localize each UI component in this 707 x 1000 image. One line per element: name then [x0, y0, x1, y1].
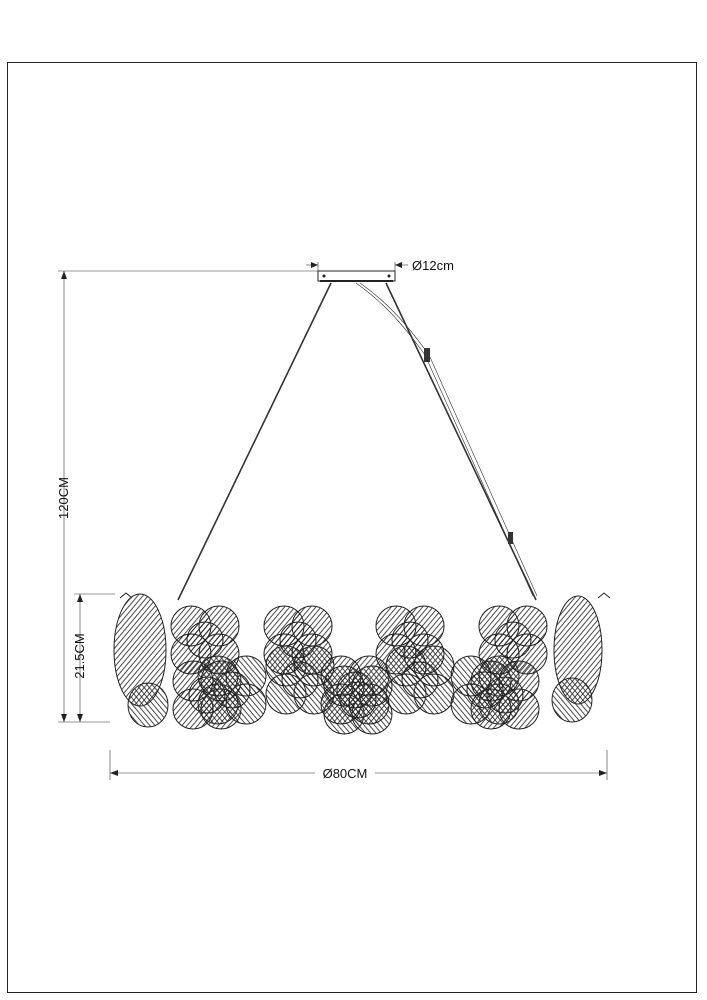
suspension-cables	[178, 283, 537, 600]
diameter-dimension	[110, 750, 607, 781]
total-height-label: 120CM	[56, 477, 71, 519]
drawing-frame	[8, 63, 697, 993]
lamp-body	[114, 593, 610, 734]
body-height-dimension	[72, 594, 115, 722]
body-height-label: 21.5CM	[72, 633, 87, 679]
canopy-diameter-label: Ø12cm	[412, 258, 454, 273]
canopy	[318, 271, 395, 281]
diameter-label: Ø80CM	[322, 766, 368, 781]
